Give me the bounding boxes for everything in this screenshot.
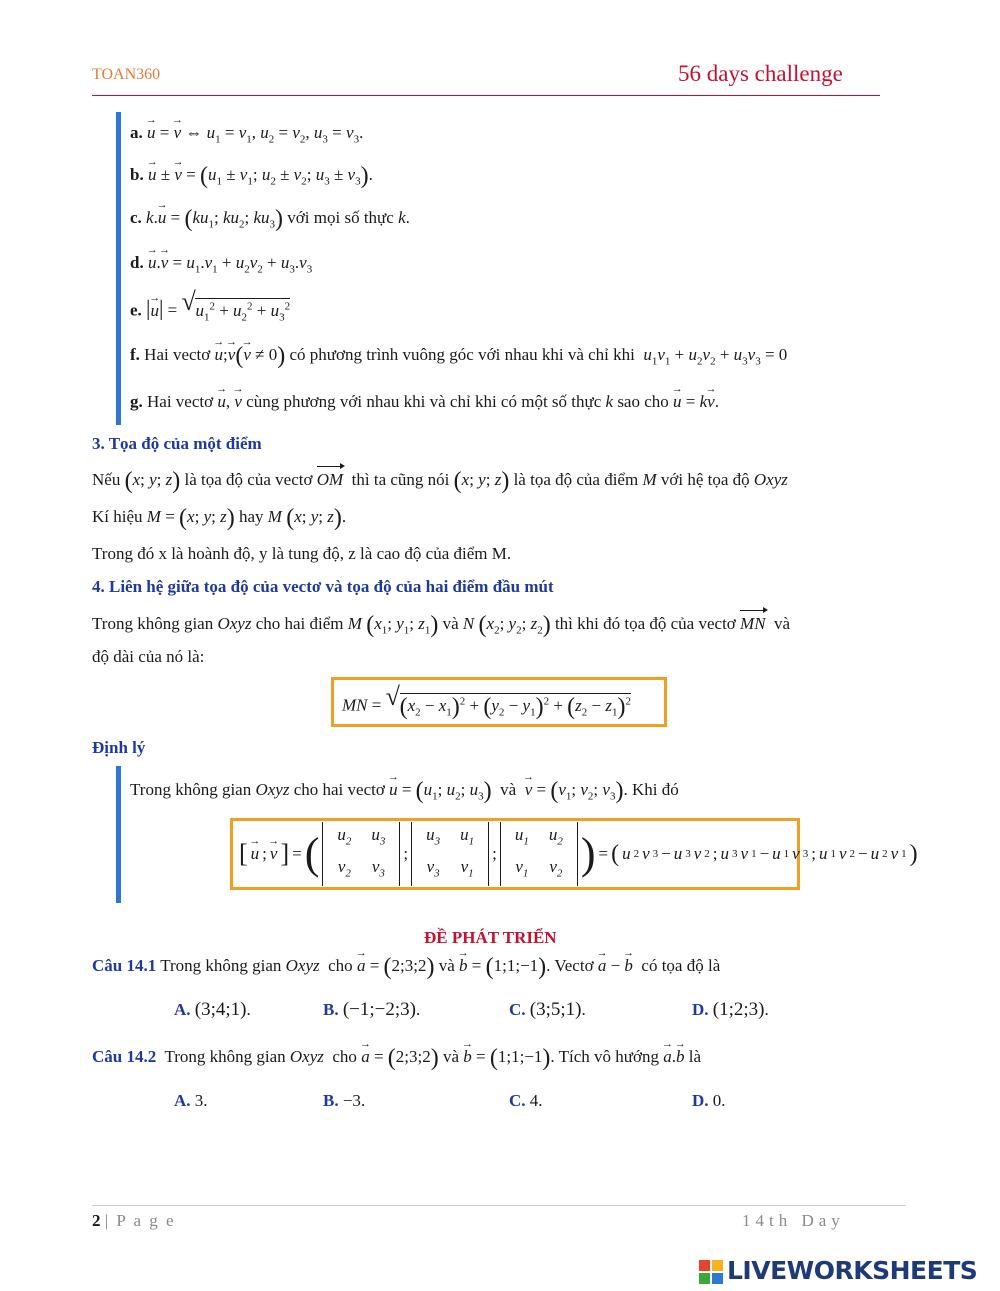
s3-l1-c: thì ta cũng nói [351,470,450,489]
section3-line3: Trong đó x là hoành độ, y là tung độ, z là cao độ của điểm M. [92,544,512,563]
th-l1-a: Trong không gian [130,780,252,799]
th-l1-d: . Khi đó [623,780,679,799]
q1-option-c-value: (3;5;1) [529,999,582,1020]
q1-option-b-label: B. [323,1000,339,1019]
section4-title: 4. Liên hệ giữa tọa độ của vectơ và tọa độ của hai điểm đầu mút [92,577,554,596]
prop-e: e. |→ u| = √ $u_1^2 + u_2^2 + u_3^2$ [130,295,290,328]
q1-option-a-label: A. [174,1000,191,1019]
q1-option-a[interactable]: A. (3;4;1). [174,999,251,1020]
prop-f-label: f. [130,345,140,364]
liveworksheets-logo [699,1256,993,1285]
q2-a: Trong không gian [164,1047,286,1066]
header-left: TOAN360 [92,66,161,83]
q1-label: Câu 14.1 [92,956,157,975]
footer-day: 14th Day [742,1211,845,1230]
q2-option-a[interactable]: A. 3. [174,1091,208,1110]
footer-rule [92,1205,906,1206]
mn-formula: MN = √ $(x_2 - x_1)^2 + (y_2 - y_1)^2 + (z_2 - z_1)^2$ [342,690,631,723]
q2-option-a-value: 3 [194,1091,204,1110]
s3-l1-a: Nếu [92,470,121,489]
q1-option-d-label: D. [692,1000,709,1019]
prop-f-text1: Hai vectơ [144,345,211,364]
q2-option-c-label: C. [509,1091,526,1110]
mn-formula-box [331,677,667,727]
theorem-title: Định lý [92,738,146,757]
s3-l1-e: với hệ tọa độ [660,470,750,489]
q1-c: và [438,956,455,975]
prop-b: b. → u ± → $v = (u_1 \pm v_1$; $u_2 \pm v_2$; $u_3 \pm v_3$). [130,164,373,192]
prop-a: a. → u = → v ⇔ $u_1 = v_1$, $u_2 = v_2$, $u_3 = v_3$. [130,122,363,150]
header-rule [92,95,880,96]
section3-title: 3. Tọa độ của một điểm [92,434,262,453]
section4-line2: độ dài của nó là: [92,647,205,666]
prop-f-text2: có phương trình vuông góc với nhau khi và chỉ khi [289,345,635,364]
q2-option-c-value: 4 [529,1091,539,1110]
prop-c-text: với mọi số thực [287,208,394,227]
question-14-2: Câu 14.2 Trong không gian Oxyz cho → a = (2;3;2) và → b = (1;1;−1). Tích vô hướng → a.→ b là [92,1046,701,1069]
q2-d: . Tích vô hướng [550,1047,659,1066]
section4-line1: Trong không gian Oxyz cho hai điểm M ($x_1$; $y_1$; $z_1$) và N ($x_2$; $y_2$; $z_2$) thì khi đó tọa độ của vectơ MN và [92,612,791,638]
s4-l1-e: và [774,614,791,633]
s4-l1-c: và [442,614,459,633]
q2-c: và [442,1047,460,1066]
q1-option-d-value: (1;2;3) [712,999,765,1020]
prop-g-text1: Hai vectơ [147,392,214,411]
prop-d: d. → $u.\to v = u_1.v_1 + u_2v_2 + u_3.v_3$ [130,252,312,280]
q1-a: Trong không gian [160,956,282,975]
header-right: 56 days challenge [678,61,843,86]
question-14-1: Câu 14.1 Trong không gian Oxyz cho → a = (2;3;2) và → b = (1;1;−1). Vectơ → a − → b có tọa độ là [92,955,720,978]
prop-c: c. $k.\to u = (ku_1$; $ku_2$; $ku_3$) với mọi số thực k. [130,207,410,235]
footer-page [92,1210,176,1232]
section3-line2: Kí hiệu M = (x; y; z) hay M (x; y; z). [92,505,347,531]
q1-b: cho [328,956,353,975]
s4-l1-b: cho hai điểm [255,614,344,633]
q1-option-a-value: (3;4;1) [194,999,247,1020]
prop-e-label: e. [130,300,142,320]
s3-l1-b: là tọa độ của vectơ [184,470,313,489]
prop-a-label: a. [130,123,143,142]
s3-l2-a: Kí hiệu [92,507,143,526]
props-bar [116,112,121,425]
q1-d: . Vectơ [546,956,594,975]
q1-option-d[interactable]: D. (1;2;3). [692,999,769,1020]
prop-b-label: b. [130,165,144,184]
theorem-line1: Trong không gian Oxyz cho hai vectơ → $u = (u_1$; $u_2$; $u_3$) và → $v = (v_1$; $v_2$; $v_3$). Khi đó [130,779,679,807]
s3-l1-d: là tọa độ của điểm [513,470,639,489]
s3-l2-b: hay [238,507,264,526]
q2-option-b-value: −3 [342,1091,361,1110]
q2-option-b-label: B. [323,1091,339,1110]
exercise-title: ĐỀ PHÁT TRIỂN [424,928,557,947]
footer-page-word: | P a g e [104,1211,176,1230]
q2-e: là [688,1047,702,1066]
q2-option-d-label: D. [692,1091,709,1110]
s4-l1-d: thì khi đó tọa độ của vectơ [554,614,736,633]
cross-product-formula: [ → u ; → v ] = ( $u_2$ $u_3$ $v_2$ $v_3$ ; $u_3$ $u_1$ $v_3$ $v_1$ ; $u_1$ $u_2$ $v_1$ $v_2$ ) = ( u 2 v 3 − u 3 v 2 ; u 3 v 1 − u 1 v 3 ; u 1 v 2 − u 2 v 1 ) [239,827,918,881]
q2-option-d-value: 0 [712,1091,722,1110]
prop-g-label: g. [130,392,143,411]
q1-option-c-label: C. [509,1000,526,1019]
q1-option-c[interactable]: C. (3;5;1). [509,999,586,1020]
q1-option-b-value: (−1;−2;3) [342,999,416,1020]
q1-option-b[interactable]: B. (−1;−2;3). [323,999,421,1020]
footer-page-num: 2 [92,1211,101,1230]
q1-e: có tọa độ là [641,956,721,975]
theorem-bar [116,766,121,903]
prop-g-text3: sao cho [617,392,669,411]
prop-g: g. Hai vectơ → u, → v cùng phương với nhau khi và chỉ khi có một số thực k sao cho → u = k→ v. [130,391,719,413]
th-l1-b: cho hai vectơ [293,780,385,799]
prop-d-label: d. [130,253,144,272]
q2-b: cho [332,1047,357,1066]
th-l1-c: và [500,780,517,799]
q2-option-b[interactable]: B. −3. [323,1091,366,1110]
section3-line1: Nếu (x; y; z) là tọa độ của vectơ OM thì ta cũng nói (x; y; z) là tọa độ của điểm M với hệ tọa độ Oxyz [92,468,788,494]
logo-text: LIVEWORKSHEETS [727,1256,978,1285]
prop-g-text2: cùng phương với nhau khi và chỉ khi có một số thực [246,392,602,411]
s4-l1-a: Trong không gian [92,614,214,633]
prop-f: f. Hai vectơ → u;→ v(→ v ≠ 0) có phương trình vuông góc với nhau khi và chỉ khi $u_1v_1 + u_2v_2 + u_3v_3 = 0$ [130,344,787,372]
logo-blocks-icon [699,1260,723,1284]
q2-option-a-label: A. [174,1091,191,1110]
q2-option-d[interactable]: D. 0. [692,1091,726,1110]
q2-label: Câu 14.2 [92,1047,157,1066]
q2-option-c[interactable]: C. 4. [509,1091,543,1110]
cross-product-box [230,818,918,890]
prop-c-label: c. [130,208,142,227]
